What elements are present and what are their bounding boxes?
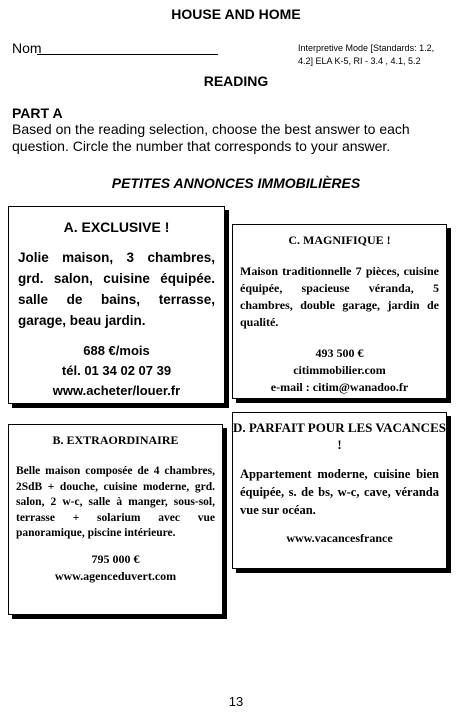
ad-c-body: Maison traditionnelle 7 pièces, cuisine équipée, spacieuse véranda, 5 chambres, double garage, jardin de qualité. (240, 264, 439, 329)
ad-d-title: D. PARFAIT POUR LES VACANCES ! (233, 420, 446, 452)
instructions: Based on the reading selection, choose the best answer to each question. Circle the number that corresponds to your answer. (12, 121, 410, 154)
ad-a-body: Jolie maison, 3 chambres, grd. salon, cuisine équipée. salle de bains, terrasse, garage, beau jardin. (18, 250, 215, 328)
ads-heading: PETITES ANNONCES IMMOBILIÈRES (111, 175, 361, 191)
ad-b-body: Belle maison composée de 4 chambres, 2SdB + douche, cuisine moderne, grd. salon, 2 w-c, salle à manger, sous-sol, terrasse + solarium avec vue panoramique, piscine intérieure. (16, 465, 215, 539)
ad-c (232, 224, 447, 399)
ad-d (232, 412, 447, 569)
ad-d-website: www.vacancesfrance (286, 531, 393, 545)
ad-b (8, 424, 223, 615)
ad-b-title: B. EXTRAORDINAIRE (52, 433, 179, 447)
page-title: HOUSE AND HOME (171, 6, 301, 22)
ad-c-email: e-mail : citim@wanadoo.fr (270, 380, 409, 394)
ad-c-price: 493 500 € (315, 346, 364, 360)
name-label: Nom (12, 40, 42, 56)
part-label: PART A (12, 105, 63, 121)
ad-a-title: A. EXCLUSIVE ! (63, 219, 170, 235)
ad-a (8, 206, 225, 404)
ad-b-price: 795 000 € (91, 551, 140, 566)
section-title: READING (203, 73, 269, 89)
page-number: 13 (228, 694, 244, 709)
ad-a-phone: tél. 01 34 02 07 39 (61, 363, 172, 378)
ad-a-price: 688 €/mois (83, 343, 150, 358)
ad-b-website: www.agenceduvert.com (54, 568, 177, 583)
ad-c-website: citimmobilier.com (293, 363, 386, 377)
ad-c-title: C. MAGNIFIQUE ! (288, 233, 391, 247)
ad-a-website: www.acheter/louer.fr (52, 383, 181, 398)
name-blank-line (37, 54, 218, 55)
ad-d-body: Appartement moderne, cuisine bien équipée, s. de bs, w-c, cave, véranda vue sur océan. (240, 467, 439, 517)
standards-note: Interpretive Mode [Standards: 1.2, 4.2] ELA K-5, RI - 3.4 , 4.1, 5.2 (298, 43, 435, 66)
